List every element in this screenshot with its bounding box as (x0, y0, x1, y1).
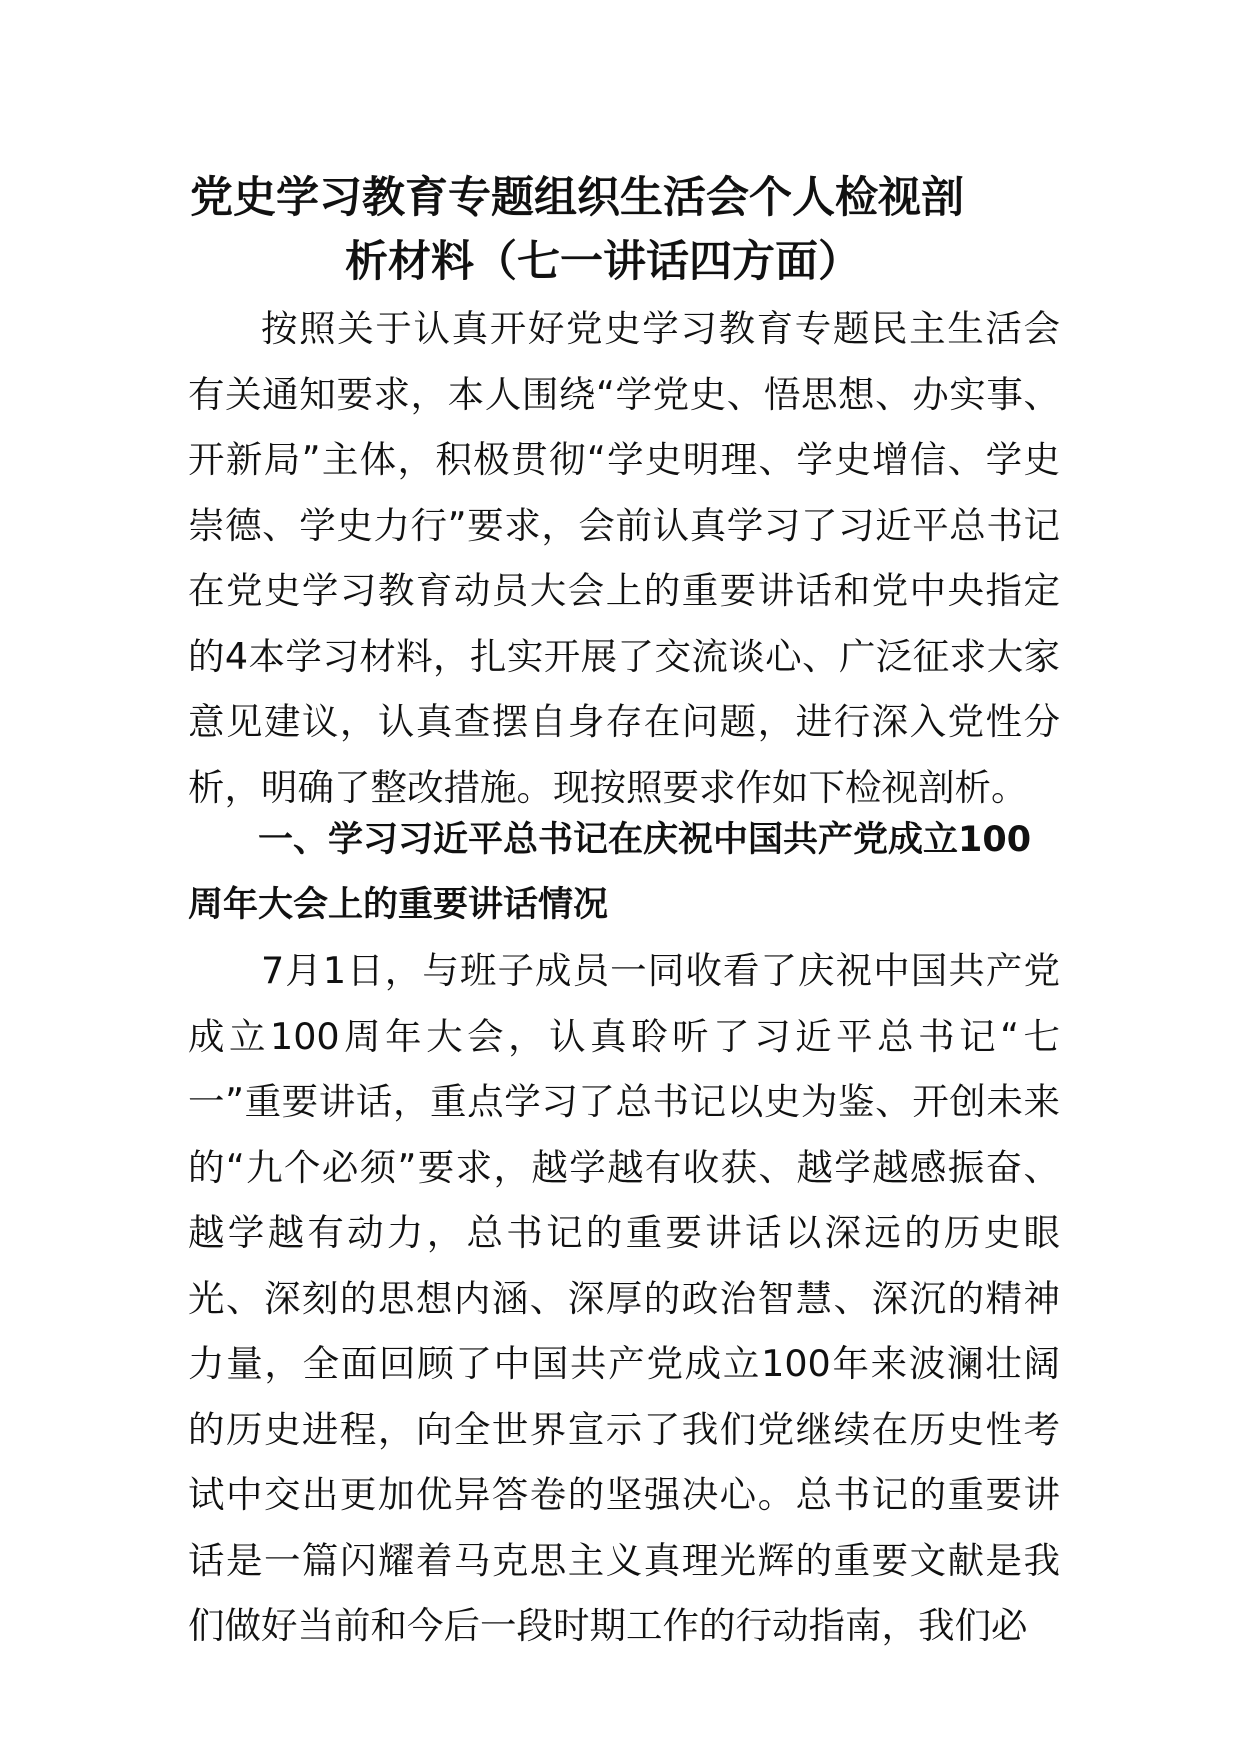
document-title (190, 166, 1070, 294)
title-line-2: 析材料（七一讲话四方面） (345, 237, 861, 287)
title-line-1: 党史学习教育专题组织生活会个人检视剖 (190, 173, 964, 223)
section-heading-1: 一、学习习近平总书记在庆祝中国共产党成立100周年大会上的重要讲话情况 (188, 820, 1032, 925)
intro-paragraph: 按照关于认真开好党史学习教育专题民主生活会有关通知要求，本人围绕“学党史、悟思想、办实事、开新局”主体，积极贯彻“学史明理、学史增信、学史崇德、学史力行”要求，会前认真学习了习近平总书记在党史学习教育动员大会上的重要讲话和党中央指定的4本学习材料，扎实开展了交流谈心、广泛征求大家意见建议，认真查摆自身存在问题，进行深入党性分析，明确了整改措施。现按照要求作如下检视剖析。 (188, 307, 1060, 809)
section-1-paragraph: 7月1日，与班子成员一同收看了庆祝中国共产党成立100周年大会，认真聆听了习近平总书记“七一”重要讲话，重点学习了总书记以史为鉴、开创未来的“九个必须”要求，越学越有收获、越学越感振奋、越学越有动力，总书记的重要讲话以深远的历史眼光、深刻的思想内涵、深厚的政治智慧、深沉的精神力量，全面回顾了中国共产党成立100年来波澜壮阔的历史进程，向全世界宣示了我们党继续在历史性考试中交出更加优异答卷的坚强决心。总书记的重要讲话是一篇闪耀着马克思主义真理光辉的重要文献是我们做好当前和今后一段时期工作的行动指南，我们必 (188, 949, 1060, 1647)
